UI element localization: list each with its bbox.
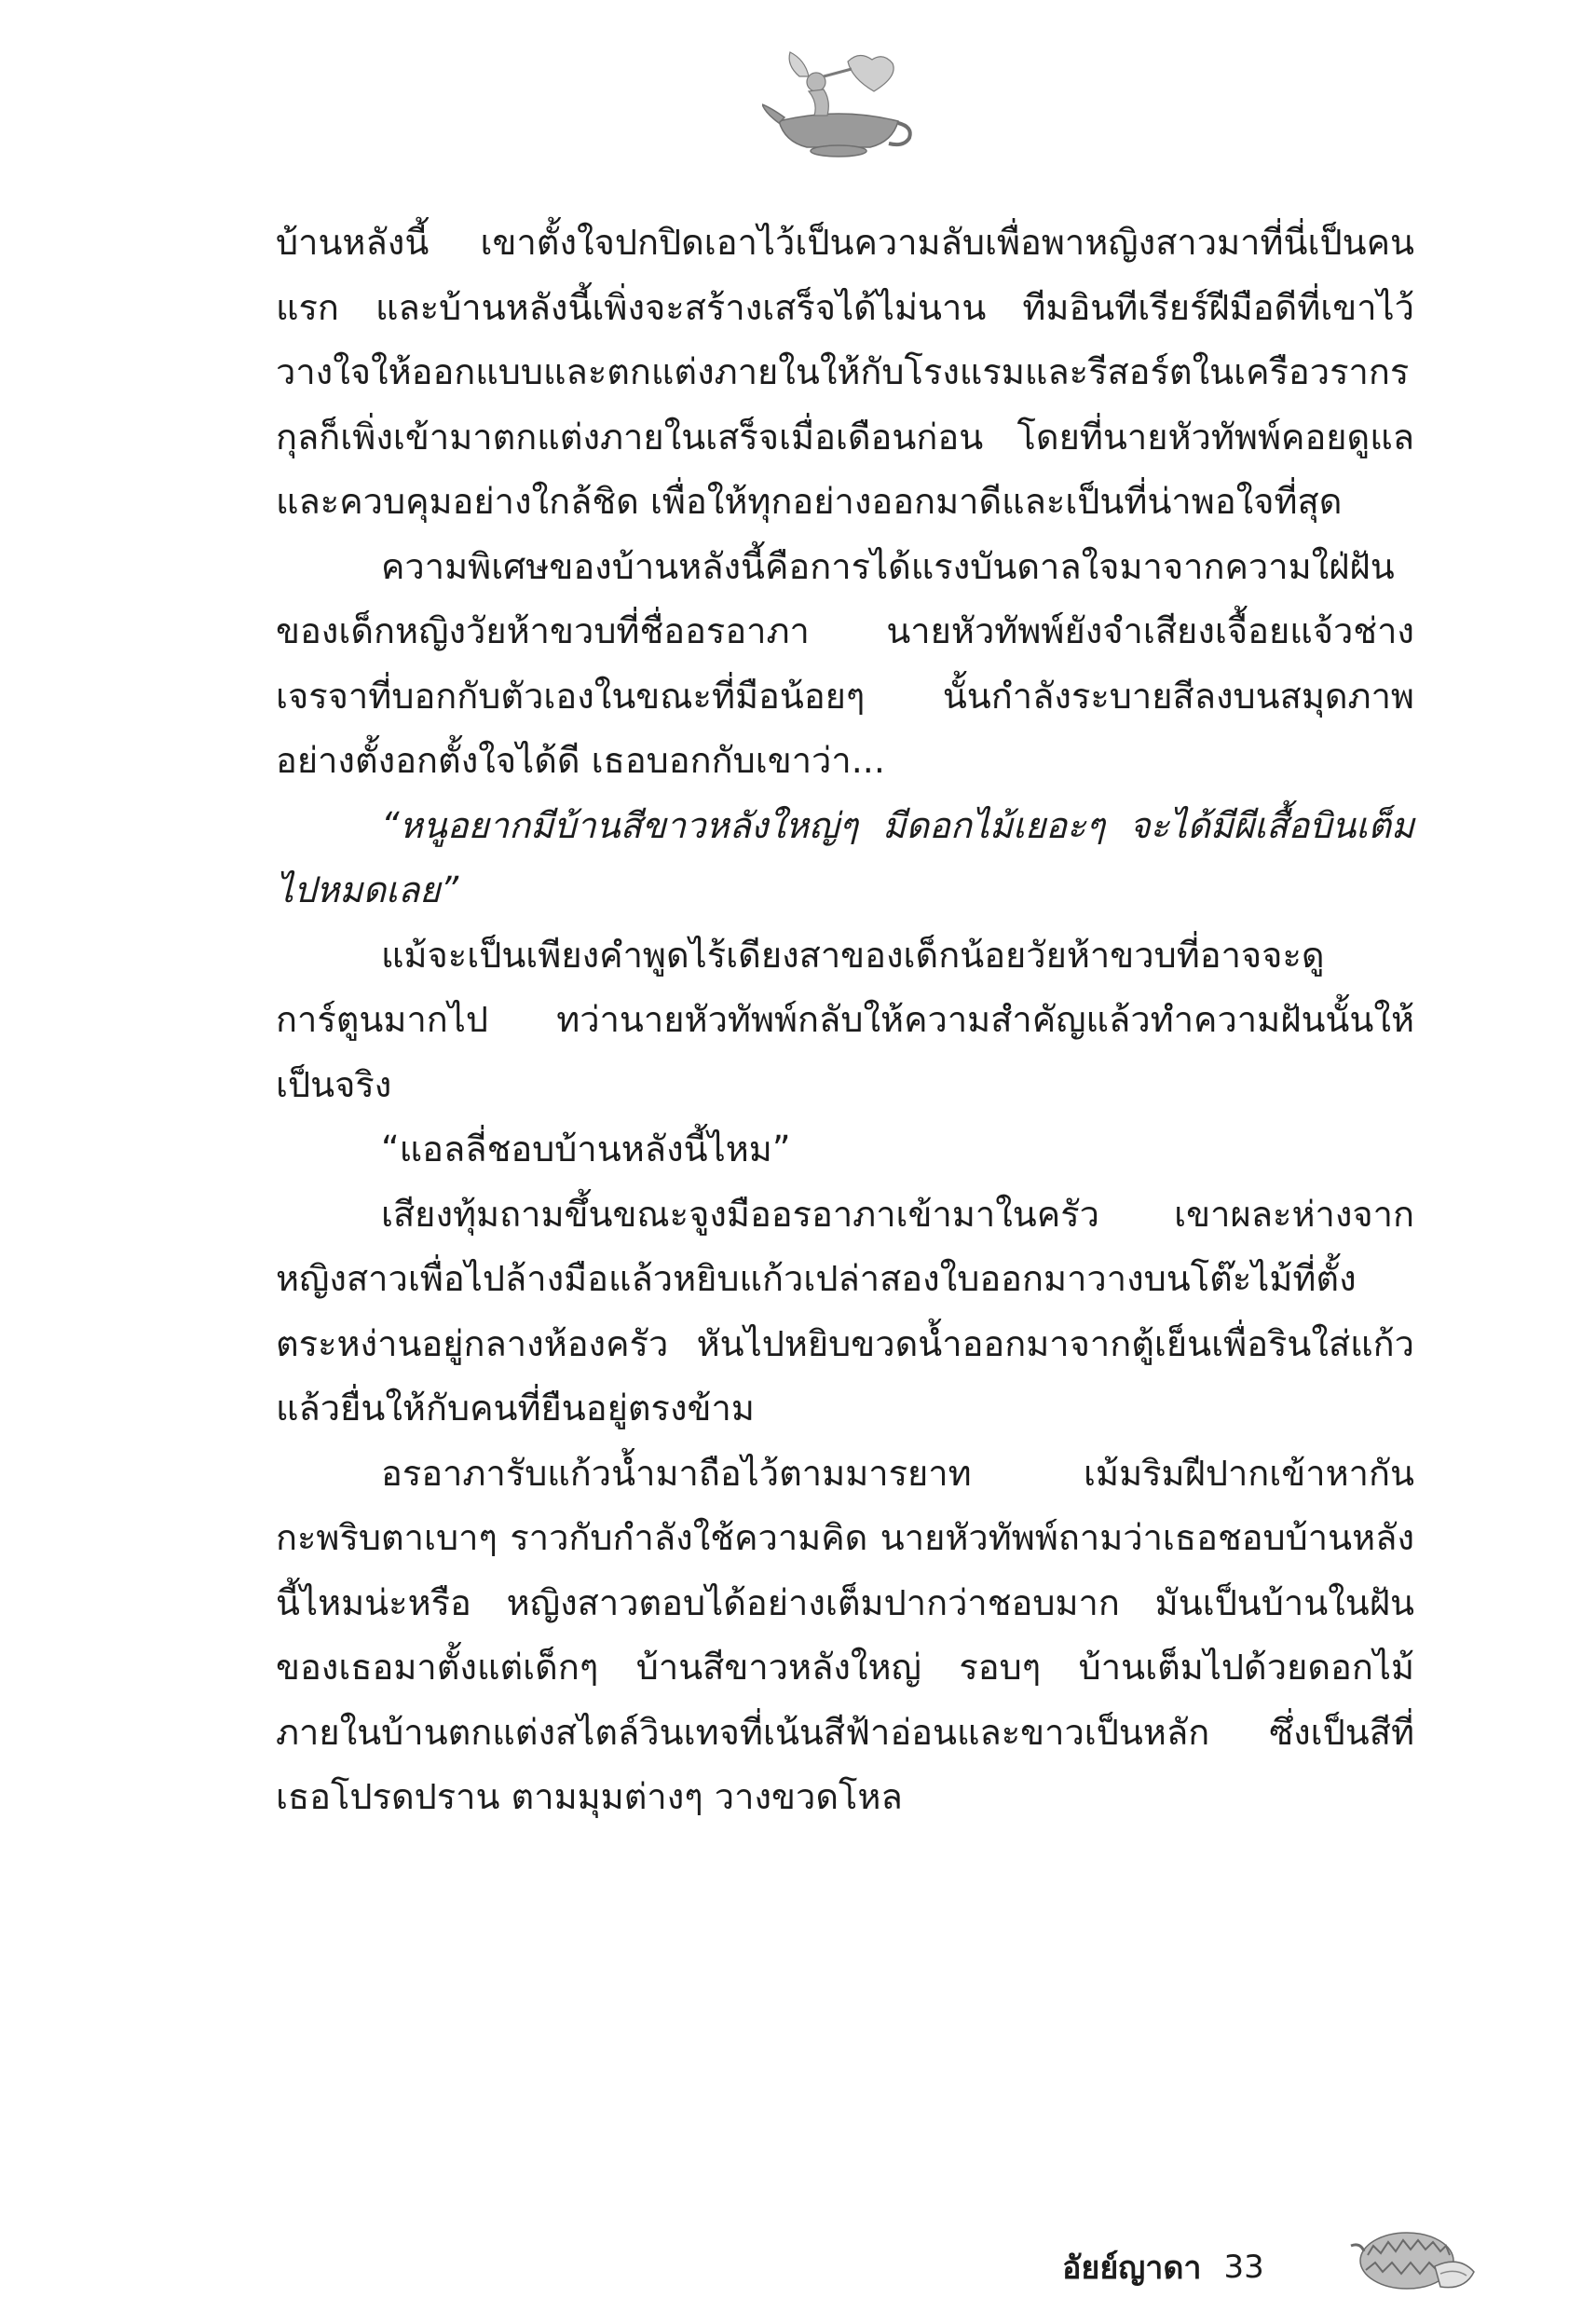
durian-ornament-icon (1349, 2218, 1478, 2296)
page-number: 33 (1223, 2249, 1264, 2286)
dialogue-line: “แอลลี่ชอบบ้านหลังนี้ไหม” (381, 1128, 791, 1169)
paragraph-7: อรอาภารับแก้วน้ำมาถือไว้ตามมารยาท เม้มริมฝีปากเข้าหากันกะพริบตาเบาๆ ราวกับกำลังใช้ความคิด นายหัวทัพพ์ถามว่าเธอชอบบ้านหลังนี้ไหมน่ะหรือ หญิงสาวตอบได้อย่างเต็มปากว่าชอบมาก มันเป็นบ้านในฝันของเธอมาตั้งแต่เด็กๆ บ้านสีขาวหลังใหญ่ รอบๆ บ้านเต็มไปด้วยดอกไม้ ภายในบ้านตกแต่งสไตล์วินเทจที่เน้นสีฟ้าอ่อนและขาวเป็นหลัก ซึ่งเป็นสีที่เธอโปรดปราน ตามมุมต่างๆ วางขวดโหล (276, 1452, 1414, 1817)
body-text (276, 211, 1414, 1830)
quote-paragraph: “หนูอยากมีบ้านสีขาวหลังใหญ่ๆ มีดอกไม้เยอะๆ จะได้มีผีเสื้อบินเต็มไปหมดเลย” (276, 804, 1414, 910)
paragraph-1: บ้านหลังนี้ เขาตั้งใจปกปิดเอาไว้เป็นความลับเพื่อพาหญิงสาวมาที่นี่เป็นคนแรก และบ้านหลังนี้เพิ่งจะสร้างเสร็จได้ไม่นาน ทีมอินทีเรียร์ฝีมือดีที่เขาไว้วางใจให้ออกแบบและตกแต่งภายในให้กับโรงแรมและรีสอร์ตในเครือวรากรกุลก็เพิ่งเข้ามาตกแต่งภายในเสร็จเมื่อเดือนก่อน โดยที่นายหัวทัพพ์คอยดูแลและควบคุมอย่างใกล้ชิด เพื่อให้ทุกอย่างออกมาดีและเป็นที่น่าพอใจที่สุด (276, 222, 1414, 522)
cupid-lamp-ornament-icon (762, 48, 915, 158)
paragraph-2: ความพิเศษของบ้านหลังนี้คือการได้แรงบันดาลใจมาจากความใฝ่ฝันของเด็กหญิงวัยห้าขวบที่ชื่ออรอาภา นายหัวทัพพ์ยังจำเสียงเจื้อยแจ้วช่างเจรจาที่บอกกับตัวเองในขณะที่มือน้อยๆ นั้นกำลังระบายสีลงบนสมุดภาพอย่างตั้งอกตั้งใจได้ดี เธอบอกกับเขาว่า... (276, 545, 1414, 781)
page-footer (1062, 2242, 1264, 2292)
author-name: อัยย์ญาดา (1062, 2249, 1202, 2287)
paragraph-6: เสียงทุ้มถามขึ้นขณะจูงมืออรอาภาเข้ามาในครัว เขาผละห่างจากหญิงสาวเพื่อไปล้างมือแล้วหยิบแก้วเปล่าสองใบออกมาวางบนโต๊ะไม้ที่ตั้งตระหง่านอยู่กลางห้องครัว หันไปหยิบขวดน้ำออกมาจากตู้เย็นเพื่อรินใส่แก้วแล้วยื่นให้กับคนที่ยืนอยู่ตรงข้าม (276, 1193, 1414, 1429)
paragraph-4: แม้จะเป็นเพียงคำพูดไร้เดียงสาของเด็กน้อยวัยห้าขวบที่อาจจะดูการ์ตูนมากไป ทว่านายหัวทัพพ์กลับให้ความสำคัญแล้วทำความฝันนั้นให้เป็นจริง (276, 934, 1414, 1105)
